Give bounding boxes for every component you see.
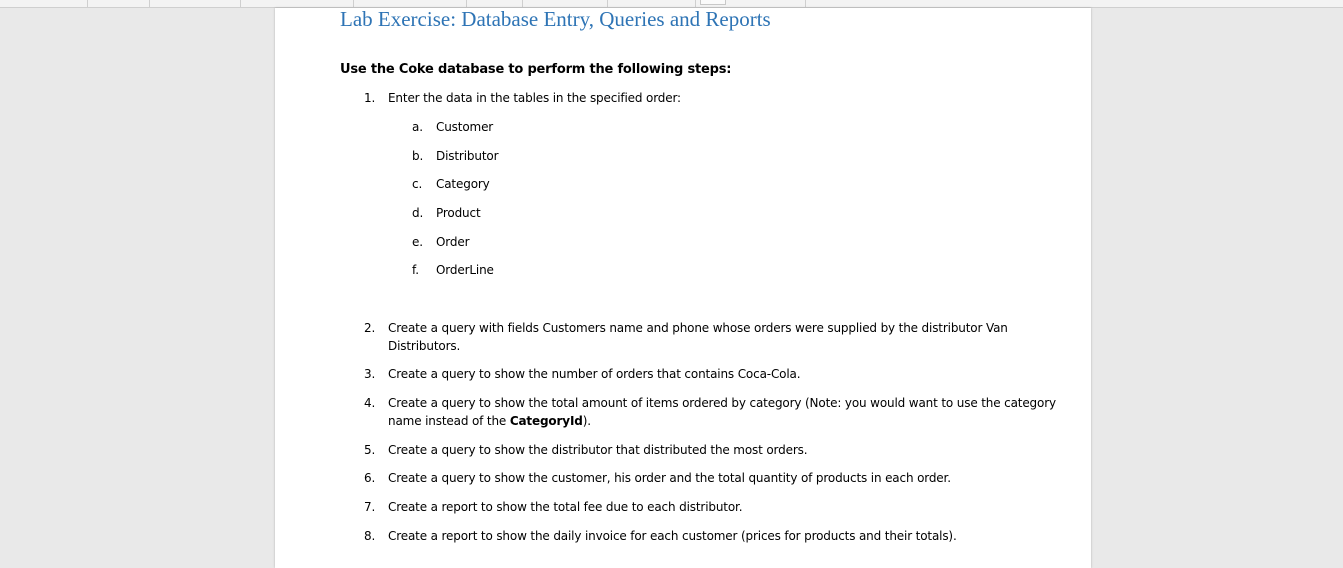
list-text-line-2-end: ). xyxy=(582,414,591,428)
list-text: Create a query to show the distributor that distributed the most orders. xyxy=(388,443,808,457)
list-number: 4. xyxy=(364,396,376,410)
ruler-tick xyxy=(805,0,806,7)
sub-item-letter: c. xyxy=(412,177,423,191)
ruler-tick xyxy=(522,0,523,7)
ruler-tick xyxy=(466,0,467,7)
sub-item-letter: b. xyxy=(412,149,424,163)
ruler-tick xyxy=(695,0,696,7)
sub-item-text: Customer xyxy=(436,120,494,134)
list-number: 3. xyxy=(364,367,376,381)
list-number: 7. xyxy=(364,500,376,514)
list-text-line-1: Create a query with fields Customers name and phone whose orders were supplied by the distributor Van xyxy=(388,321,1008,335)
list-number: 8. xyxy=(364,529,376,543)
list-text-line-1: Create a query to show the total amount of items ordered by category (Note: you would want to use the category xyxy=(388,396,1056,410)
ruler-tick xyxy=(353,0,354,7)
sub-item-letter: d. xyxy=(412,206,424,220)
sub-item-text: Order xyxy=(436,235,470,249)
sub-item-text: Product xyxy=(436,206,481,220)
list-number: 5. xyxy=(364,443,376,457)
list-text: Create a query to show the number of orders that contains Coca-Cola. xyxy=(388,367,801,381)
list-text xyxy=(388,319,1078,355)
ruler-tick xyxy=(607,0,608,7)
category-id-field-name: CategoryId xyxy=(509,414,583,428)
list-text: Create a report to show the daily invoice for each customer (prices for products and their totals). xyxy=(388,529,957,543)
list-number: 6. xyxy=(364,471,376,485)
sub-item-text: Category xyxy=(436,177,490,191)
list-text: Create a report to show the total fee due to each distributor. xyxy=(388,500,743,514)
sub-item-letter: f. xyxy=(412,263,419,277)
document-page[interactable] xyxy=(275,8,1091,568)
list-number: 2. xyxy=(364,321,376,335)
list-text: Enter the data in the tables in the specified order: xyxy=(388,91,681,105)
ruler-tick xyxy=(149,0,150,7)
list-text-line-2-start: name instead of the xyxy=(388,414,510,428)
sub-item-letter: e. xyxy=(412,235,423,249)
document-title: Lab Exercise: Database Entry, Queries and Reports xyxy=(340,7,771,31)
ruler-tick xyxy=(240,0,241,7)
intro-text: Use the Coke database to perform the following steps: xyxy=(340,62,732,77)
list-number: 1. xyxy=(364,91,376,105)
ruler-indent-marker[interactable] xyxy=(700,0,726,5)
sub-item-letter: a. xyxy=(412,120,423,134)
ruler-tick xyxy=(87,0,88,7)
sub-item-text: Distributor xyxy=(436,149,499,163)
list-text xyxy=(388,394,1078,430)
list-text-line-2: Distributors. xyxy=(388,339,461,353)
list-text: Create a query to show the customer, his order and the total quantity of products in each order. xyxy=(388,471,951,485)
sub-item-text: OrderLine xyxy=(436,263,494,277)
